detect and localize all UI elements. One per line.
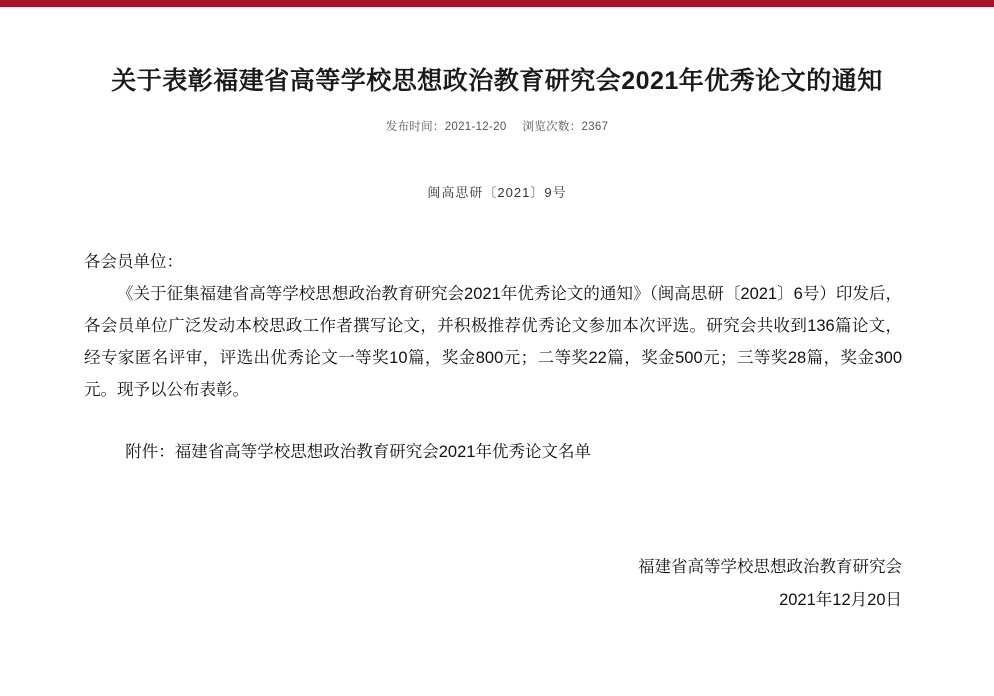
attachment-line: 附件：福建省高等学校思想政治教育研究会2021年优秀论文名单 xyxy=(125,442,591,461)
views-label: 浏览次数： xyxy=(522,120,582,133)
signature-date: 2021年12月20日 xyxy=(779,591,902,610)
signature-block xyxy=(0,552,994,617)
views-count: 2367 xyxy=(581,120,609,133)
publish-time-value: 2021-12-20 xyxy=(444,120,507,133)
page-title: 关于表彰福建省高等学校思想政治教育研究会2021年优秀论文的通知 xyxy=(111,67,883,95)
accent-top-bar xyxy=(0,0,994,7)
document-meta xyxy=(0,118,994,134)
document-number: 闽高思研〔2021〕9号 xyxy=(427,184,567,200)
body-paragraph: 《关于征集福建省高等学校思想政治教育研究会2021年优秀论文的通知》（闽高思研〔2021〕6号）印发后，各会员单位广泛发动本校思政工作者撰写论文，并积极推荐优秀论文参加本次评选。研究会共收到136篇论文，经专家匿名评审，评选出优秀论文一等奖10篇，奖金800元；二等奖22篇，奖金500元；三等奖28篇，奖金300元。现予以公布表彰。 xyxy=(84,284,902,400)
document-body xyxy=(0,247,994,468)
document-page xyxy=(0,7,994,696)
signature-organization: 福建省高等学校思想政治教育研究会 xyxy=(638,557,902,576)
publish-time-label: 发布时间： xyxy=(385,120,445,133)
salutation: 各会员单位： xyxy=(84,252,183,271)
